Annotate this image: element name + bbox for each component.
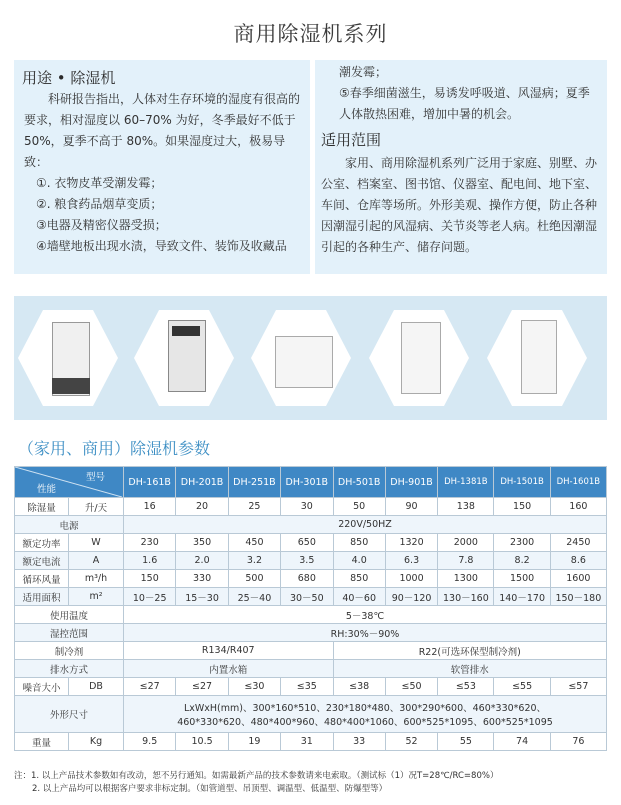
dimension-line: 460*330*620、480*400*960、480*400*1060、600*525*1095、600*525*1095 (177, 717, 553, 728)
table-row (15, 516, 607, 534)
table-cell: 90－120 (385, 588, 437, 606)
table-cell: 150 (494, 498, 550, 516)
table-cell: 650 (281, 534, 333, 552)
table-row (15, 624, 607, 642)
row-label: 排水方式 (15, 660, 124, 678)
table-cell: 15－30 (176, 588, 228, 606)
table-row (15, 660, 607, 678)
table-cell: 8.6 (550, 552, 606, 570)
scope-text: 家用、商用除湿机系列广泛用于家庭、别墅、办公室、档案室、图书馆、仪器室、配电间、地下室、车间、仓库等场所。外形美观、操作方便，防止各种因潮湿引起的风湿病、关节炎等老人病。杜绝因潮湿引起的各种生产、储存问题。 (321, 156, 598, 254)
table-cell: 140－170 (494, 588, 550, 606)
table-cell: 1000 (385, 570, 437, 588)
table-cell: ≤38 (333, 678, 385, 696)
table-cell: 1320 (385, 534, 437, 552)
table-cell: 40－60 (333, 588, 385, 606)
table-cell: 2300 (494, 534, 550, 552)
table-cell: 9.5 (124, 733, 176, 751)
note-line: 2. 以上产品均可以根据客户要求非标定制。（如管道型、吊顶型、调温型、低温型、防爆型等） (32, 784, 388, 794)
table-row (15, 552, 607, 570)
table-cell: 1.6 (124, 552, 176, 570)
scope-heading: 适用范围 (321, 131, 382, 149)
table-cell: 52 (385, 733, 437, 751)
table-cell: 160 (550, 498, 606, 516)
product-image (251, 310, 351, 406)
table-cell: 50 (333, 498, 385, 516)
table-cell: ≤27 (124, 678, 176, 696)
table-cell: 20 (176, 498, 228, 516)
model-header: DH-501B (333, 467, 385, 498)
table-row (15, 733, 607, 751)
table-cell: ≤55 (494, 678, 550, 696)
table-cell: 25－40 (228, 588, 280, 606)
product-image (369, 310, 469, 406)
table-cell: 25 (228, 498, 280, 516)
table-cell: 90 (385, 498, 437, 516)
row-unit: DB (69, 678, 124, 696)
table-cell: 1600 (550, 570, 606, 588)
table-cell: 350 (176, 534, 228, 552)
table-cell: 30－50 (281, 588, 333, 606)
table-cell: 330 (176, 570, 228, 588)
table-cell: 450 (228, 534, 280, 552)
row-label: 重量 (15, 733, 69, 751)
corner-top-label: 型号 (85, 472, 105, 483)
row-label: 适用面积 (15, 588, 69, 606)
table-row (15, 606, 607, 624)
table-cell: 8.2 (494, 552, 550, 570)
table-cell: 74 (494, 733, 550, 751)
table-row (15, 678, 607, 696)
product-image (134, 310, 234, 406)
table-cell: 850 (333, 534, 385, 552)
table-cell: 3.2 (228, 552, 280, 570)
table-cell: ≤27 (176, 678, 228, 696)
table-cell: 150－180 (550, 588, 606, 606)
table-cell: 6.3 (385, 552, 437, 570)
table-cell: ≤53 (438, 678, 494, 696)
row-label: 外形尺寸 (15, 696, 124, 733)
table-cell: 内置水箱 (124, 660, 334, 678)
table-cell: 230 (124, 534, 176, 552)
table-cell: 4.0 (333, 552, 385, 570)
model-header: DH-1381B (438, 467, 494, 498)
table-cell: 76 (550, 733, 606, 751)
row-label: 额定电流 (15, 552, 69, 570)
row-unit: Kg (69, 733, 124, 751)
row-label: 循环风量 (15, 570, 69, 588)
table-cell: 220V/50HZ (124, 516, 607, 534)
model-header: DH-201B (176, 467, 228, 498)
product-gallery (14, 296, 607, 420)
table-cell: 31 (281, 733, 333, 751)
params-title: （家用、商用）除湿机参数 (18, 439, 211, 458)
row-label: 制冷剂 (15, 642, 124, 660)
purpose-intro: 科研报告指出，人体对生存环境的湿度有很高的要求，相对湿度以 60–70% 为好，冬季最好不低于 50%，夏季不高于 80%。如果湿度过大，极易导致： (24, 92, 301, 169)
row-unit: m³/h (69, 570, 124, 588)
table-cell: 33 (333, 733, 385, 751)
model-header: DH-1501B (494, 467, 550, 498)
table-cell: 850 (333, 570, 385, 588)
table-cell (124, 696, 607, 733)
purpose-cont: ⑤春季细菌滋生，易诱发呼吸道、风湿病；夏季人体散热困难，增加中暑的机会。 (339, 86, 590, 121)
table-cell: 2000 (438, 534, 494, 552)
table-row (15, 588, 607, 606)
table-cell: ≤35 (281, 678, 333, 696)
table-cell: ≤50 (385, 678, 437, 696)
table-cell: R22(可选环保型制冷剂) (333, 642, 607, 660)
row-label: 噪音大小 (15, 678, 69, 696)
model-header: DH-251B (228, 467, 280, 498)
row-label: 除湿量 (15, 498, 69, 516)
table-cell: 10.5 (176, 733, 228, 751)
table-cell: 500 (228, 570, 280, 588)
table-cell: 130－160 (438, 588, 494, 606)
table-row (15, 642, 607, 660)
table-cell: 680 (281, 570, 333, 588)
table-cell: 30 (281, 498, 333, 516)
table-cell: 2.0 (176, 552, 228, 570)
table-row (15, 498, 607, 516)
note-line: 注：1. 以上产品技术参数如有改动，恕不另行通知。如需最新产品的技术参数请来电索取。（测试标（1）况T=28℃/RC=80%） (14, 771, 499, 781)
table-cell: 138 (438, 498, 494, 516)
row-label: 湿控范围 (15, 624, 124, 642)
table-row (15, 534, 607, 552)
row-label: 额定功率 (15, 534, 69, 552)
row-label: 使用温度 (15, 606, 124, 624)
page-title: 商用除湿机系列 (233, 22, 388, 46)
table-cell: 19 (228, 733, 280, 751)
table-row (15, 570, 607, 588)
table-cell: RH:30%－90% (124, 624, 607, 642)
row-unit: 升/天 (69, 498, 124, 516)
purpose-item: ②. 粮食药品烟草变质； (36, 197, 163, 211)
product-image (18, 310, 118, 406)
table-cell: ≤30 (228, 678, 280, 696)
model-header: DH-161B (124, 467, 176, 498)
model-header: DH-301B (281, 467, 333, 498)
purpose-cont: 潮发霉； (339, 65, 388, 79)
table-row (15, 696, 607, 733)
table-cell: 2450 (550, 534, 606, 552)
corner-bottom-label: 性能 (37, 484, 57, 495)
model-header: DH-1601B (550, 467, 606, 498)
purpose-item: ③电器及精密仪器受损； (36, 218, 167, 232)
table-cell: 5－38℃ (124, 606, 607, 624)
corner-header (15, 467, 124, 498)
row-unit: W (69, 534, 124, 552)
table-cell: 55 (438, 733, 494, 751)
row-label: 电源 (15, 516, 124, 534)
model-header: DH-901B (385, 467, 437, 498)
table-cell: 1500 (494, 570, 550, 588)
table-cell: 16 (124, 498, 176, 516)
purpose-item: ④墙壁地板出现水渍，导致文件、装饰及收藏品 (36, 239, 287, 253)
table-cell: 3.5 (281, 552, 333, 570)
spec-table (14, 466, 607, 751)
table-cell: ≤57 (550, 678, 606, 696)
scope-panel (315, 60, 607, 274)
purpose-item: ①. 衣物皮革受潮发霉； (36, 176, 163, 190)
table-cell: 150 (124, 570, 176, 588)
purpose-panel (14, 60, 310, 274)
table-cell: 1300 (438, 570, 494, 588)
purpose-heading: 用途 • 除湿机 (22, 69, 116, 87)
notes (14, 770, 498, 796)
row-unit: A (69, 552, 124, 570)
table-cell: 7.8 (438, 552, 494, 570)
product-image (487, 310, 587, 406)
table-cell: 软管排水 (333, 660, 607, 678)
row-unit: m² (69, 588, 124, 606)
dimension-line: LxWxH(mm)、300*160*510、230*180*480、300*290*600、460*330*620、 (183, 703, 547, 714)
table-cell: R134/R407 (124, 642, 334, 660)
table-cell: 10－25 (124, 588, 176, 606)
